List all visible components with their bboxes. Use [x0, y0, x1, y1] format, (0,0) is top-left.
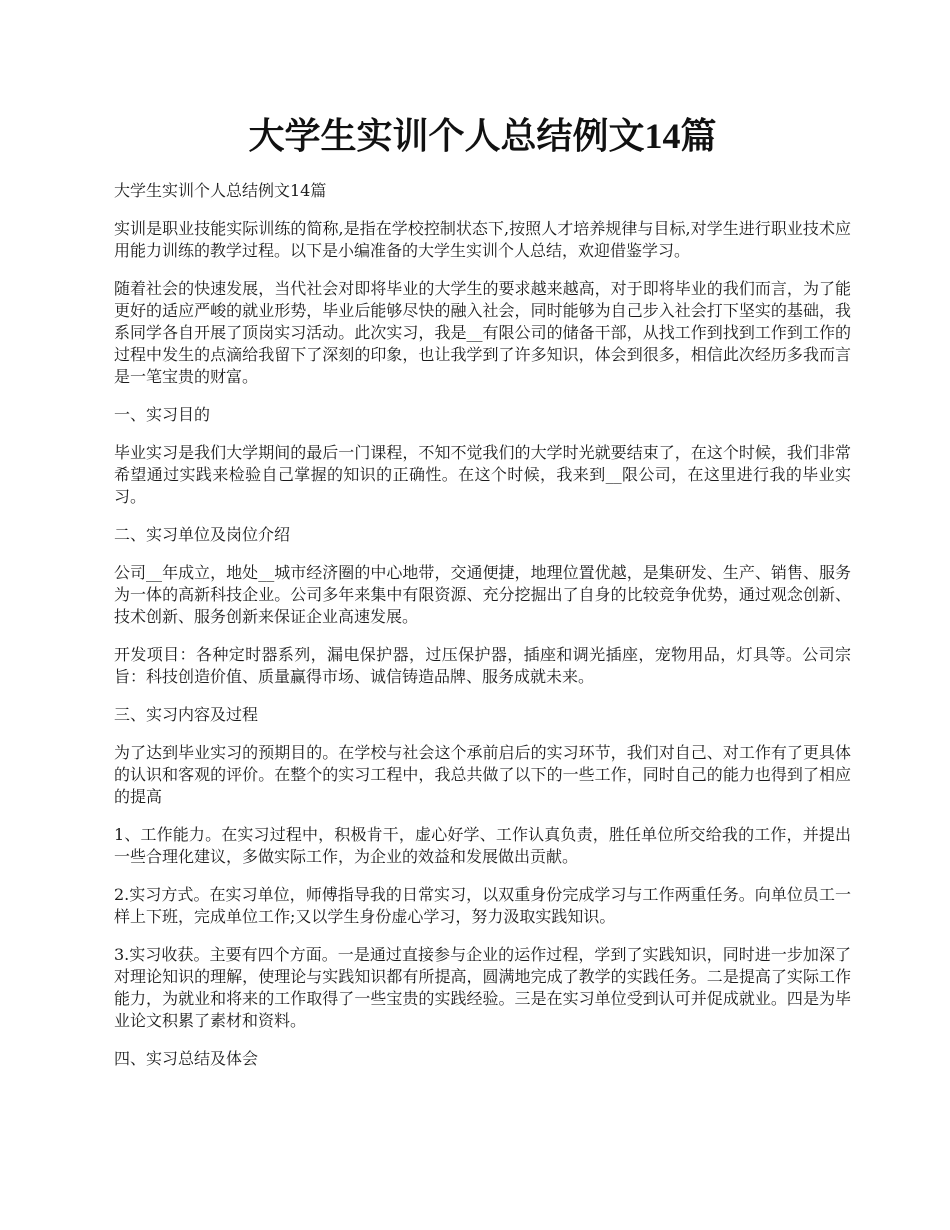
document-page [114, 112, 851, 1086]
paragraph-products: 开发项目：各种定时器系列，漏电保护器，过压保护器，插座和调光插座，宠物用品，灯具等。公司宗旨：科技创造价值、质量赢得市场、诚信铸造品牌、服务成就未来。 [114, 645, 851, 686]
section-heading-summary: 四、实习总结及体会 [114, 1049, 259, 1068]
section-heading-content: 三、实习内容及过程 [114, 705, 259, 724]
paragraph-method: 2.实习方式。在实习单位，师傅指导我的日常实习，以双重身份完成学习与工作两重任务。向单位员工一样上下班，完成单位工作;又以学生身份虚心学习，努力汲取实践知识。 [114, 885, 851, 926]
paragraph-work-ability: 1、工作能力。在实习过程中，积极肯干，虚心好学、工作认真负责，胜任单位所交给我的工作，并提出一些合理化建议，多做实际工作，为企业的效益和发展做出贡献。 [114, 825, 851, 866]
document-title: 大学生实训个人总结例文14篇 [248, 116, 717, 156]
section-heading-purpose: 一、实习目的 [114, 405, 211, 424]
paragraph-purpose: 毕业实习是我们大学期间的最后一门课程，不知不觉我们的大学时光就要结束了，在这个时候，我们非常希望通过实践来检验自己掌握的知识的正确性。在这个时候，我来到__限公司，在这里进行我的毕业实习。 [114, 443, 851, 506]
intro-paragraph: 实训是职业技能实际训练的简称,是指在学校控制状态下,按照人才培养规律与目标,对学生进行职业技术应用能力训练的教学过程。以下是小编准备的大学生实训个人总结，欢迎借鉴学习。 [114, 219, 851, 260]
paragraph-content: 为了达到毕业实习的预期目的。在学校与社会这个承前启后的实习环节，我们对自己、对工作有了更具体的认识和客观的评价。在整个的实习工程中，我总共做了以下的一些工作，同时自己的能力也得到了相应的提高 [114, 743, 851, 806]
paragraph-background: 随着社会的快速发展，当代社会对即将毕业的大学生的要求越来越高，对于即将毕业的我们而言，为了能更好的适应严峻的就业形势，毕业后能够尽快的融入社会，同时能够为自己步入社会打下坚实的基础，我系同学各自开展了顶岗实习活动。此次实习，我是__有限公司的储备干部，从找工作到找到工作到工作的过程中发生的点滴给我留下了深刻的印象，也让我学到了许多知识，体会到很多，相信此次经历多我而言是一笔宝贵的财富。 [114, 279, 851, 386]
paragraph-company: 公司__年成立，地处__城市经济圈的中心地带，交通便捷，地理位置优越，是集研发、生产、销售、服务为一体的高新科技企业。公司多年来集中有限资源、充分挖掘出了自身的比较竞争优势，通过观念创新、技术创新、服务创新来保证企业高速发展。 [114, 563, 851, 626]
paragraph-gains: 3.实习收获。主要有四个方面。一是通过直接参与企业的运作过程，学到了实践知识，同时进一步加深了对理论知识的理解，使理论与实践知识都有所提高，圆满地完成了教学的实践任务。二是提高了实际工作能力，为就业和将来的工作取得了一些宝贵的实践经验。三是在实习单位受到认可并促成就业。四是为毕业论文积累了素材和资料。 [114, 945, 851, 1030]
document-subtitle: 大学生实训个人总结例文14篇 [114, 181, 327, 200]
section-heading-company: 二、实习单位及岗位介绍 [114, 525, 291, 544]
